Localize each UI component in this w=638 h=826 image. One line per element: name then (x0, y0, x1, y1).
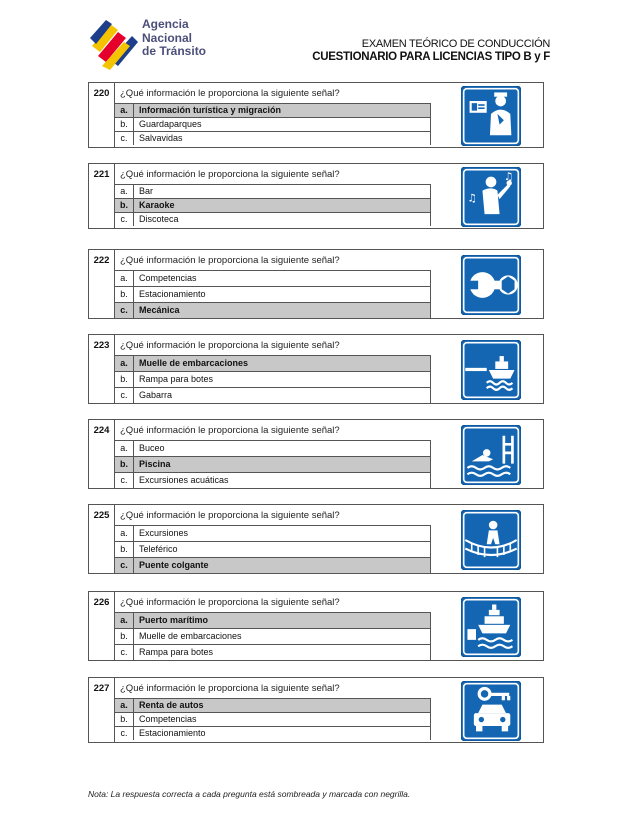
question-box (88, 419, 544, 489)
option-letter: b. (115, 287, 134, 302)
question-box (88, 249, 544, 319)
option-letter: c. (115, 558, 134, 573)
option-text: Teleférico (139, 544, 178, 554)
answer-options (115, 440, 431, 488)
car-rental-sign-icon (461, 681, 521, 741)
svg-text:♫: ♫ (503, 169, 514, 183)
option-letter: a. (115, 699, 134, 712)
question-223 (88, 334, 544, 404)
questionnaire-title: CUESTIONARIO PARA LICENCIAS TIPO B y F (312, 51, 550, 63)
tourist-info-sign-icon (461, 86, 521, 146)
option-text: Competencias (139, 714, 197, 724)
answer-options (115, 698, 431, 740)
answer-options (115, 612, 431, 660)
option-text: Puente colgante (139, 560, 209, 570)
option-text: Salvavidas (139, 133, 183, 143)
question-text: ¿Qué información le proporciona la siguiente señal? (120, 510, 340, 521)
option-letter: a. (115, 271, 134, 286)
answer-options (115, 355, 431, 403)
sign-image (439, 86, 543, 146)
option-text: Muelle de embarcaciones (139, 631, 242, 641)
answer-option (115, 117, 431, 131)
exam-title: EXAMEN TEÓRICO DE CONDUCCIÓN (361, 38, 550, 50)
option-letter: a. (115, 526, 134, 541)
sign-image (439, 597, 543, 657)
option-text: Excursiones (139, 528, 189, 538)
agency-emblem-icon (88, 16, 140, 70)
option-text: Información turística y migración (139, 105, 282, 115)
sign-image (439, 167, 543, 227)
sign-image (439, 340, 543, 400)
option-letter: c. (115, 473, 134, 488)
option-text: Puerto marítimo (139, 615, 209, 625)
wrench-sign-icon (461, 255, 521, 315)
question-225 (88, 504, 544, 574)
option-letter: a. (115, 185, 134, 198)
swimming-pool-sign-icon (461, 425, 521, 485)
option-letter: b. (115, 457, 134, 472)
answer-option (115, 440, 431, 456)
option-text: Piscina (139, 459, 171, 469)
question-number: 226 (89, 592, 115, 660)
seaport-sign-icon (461, 597, 521, 657)
agency-name-line2: Nacional (142, 30, 193, 45)
answer-option-correct (115, 355, 431, 371)
sign-image (439, 425, 543, 485)
answer-option (115, 628, 431, 644)
answer-option (115, 472, 431, 488)
answer-option (115, 525, 431, 541)
answer-option (115, 712, 431, 726)
question-text: ¿Qué información le proporciona la siguiente señal? (120, 597, 340, 608)
option-letter: c. (115, 645, 134, 660)
option-letter: b. (115, 713, 134, 726)
question-number: 223 (89, 335, 115, 403)
option-text: Mecánica (139, 305, 180, 315)
question-text: ¿Qué información le proporciona la siguiente señal? (120, 340, 340, 351)
sign-image (439, 681, 543, 741)
question-text: ¿Qué información le proporciona la siguiente señal? (120, 88, 340, 99)
option-text: Karaoke (139, 200, 175, 210)
question-number: 227 (89, 678, 115, 742)
answer-options (115, 103, 431, 145)
question-box (88, 163, 544, 229)
svg-text:♫: ♫ (467, 191, 478, 205)
option-text: Excursiones acuáticas (139, 475, 229, 485)
option-letter: c. (115, 132, 134, 145)
answer-option (115, 212, 431, 226)
footer-note: Nota: La respuesta correcta a cada pregunta está sombreada y marcada con negrilla. (88, 789, 411, 799)
option-letter: b. (115, 629, 134, 644)
question-text: ¿Qué información le proporciona la siguiente señal? (120, 169, 340, 180)
answer-options (115, 184, 431, 226)
question-box (88, 334, 544, 404)
boat-dock-sign-icon (461, 340, 521, 400)
agency-name-line3: de Tránsito (142, 44, 207, 58)
question-224 (88, 419, 544, 489)
option-letter: b. (115, 199, 134, 212)
option-letter: b. (115, 372, 134, 387)
option-letter: a. (115, 104, 134, 117)
question-box (88, 591, 544, 661)
option-letter: b. (115, 118, 134, 131)
option-letter: c. (115, 213, 134, 226)
option-text: Discoteca (139, 214, 179, 224)
answer-option-correct (115, 103, 431, 117)
option-text: Rampa para botes (139, 647, 214, 657)
answer-option-correct (115, 557, 431, 573)
answer-options (115, 270, 431, 318)
option-letter: b. (115, 542, 134, 557)
question-number: 222 (89, 250, 115, 318)
question-box (88, 82, 544, 148)
question-227 (88, 677, 544, 743)
hanging-bridge-sign-icon (461, 510, 521, 570)
answer-option-correct (115, 698, 431, 712)
answer-options (115, 525, 431, 573)
question-text: ¿Qué información le proporciona la siguiente señal? (120, 683, 340, 694)
answer-option (115, 371, 431, 387)
agency-name (142, 18, 206, 59)
question-text: ¿Qué información le proporciona la siguiente señal? (120, 255, 340, 266)
option-text: Bar (139, 186, 154, 196)
option-letter: c. (115, 303, 134, 318)
option-text: Buceo (139, 443, 165, 453)
option-text: Renta de autos (139, 700, 204, 710)
answer-option-correct (115, 612, 431, 628)
option-text: Competencias (139, 273, 197, 283)
answer-option (115, 270, 431, 286)
answer-option (115, 184, 431, 198)
question-number: 220 (89, 83, 115, 147)
option-letter: a. (115, 356, 134, 371)
option-text: Muelle de embarcaciones (139, 358, 249, 368)
question-number: 225 (89, 505, 115, 573)
question-box (88, 504, 544, 574)
option-letter: c. (115, 388, 134, 403)
question-220 (88, 82, 544, 148)
option-letter: a. (115, 441, 134, 456)
option-text: Estacionamiento (139, 289, 206, 299)
question-222 (88, 249, 544, 319)
question-number: 221 (89, 164, 115, 228)
question-text: ¿Qué información le proporciona la siguiente señal? (120, 425, 340, 436)
answer-option (115, 726, 431, 740)
answer-option (115, 286, 431, 302)
sign-image (439, 255, 543, 315)
option-text: Estacionamiento (139, 728, 206, 738)
agency-name-line1: Agencia (142, 17, 189, 31)
karaoke-sign-icon (461, 167, 521, 227)
question-number: 224 (89, 420, 115, 488)
option-text: Rampa para botes (139, 374, 214, 384)
option-text: Guardaparques (139, 119, 202, 129)
answer-option (115, 541, 431, 557)
answer-option (115, 131, 431, 145)
option-letter: a. (115, 613, 134, 628)
question-box (88, 677, 544, 743)
answer-option-correct (115, 456, 431, 472)
agency-logo (88, 16, 228, 70)
question-226 (88, 591, 544, 661)
question-221 (88, 163, 544, 229)
sign-image (439, 510, 543, 570)
option-text: Gabarra (139, 390, 173, 400)
answer-option (115, 644, 431, 660)
answer-option (115, 387, 431, 403)
answer-option-correct (115, 198, 431, 212)
answer-option-correct (115, 302, 431, 318)
option-letter: c. (115, 727, 134, 740)
